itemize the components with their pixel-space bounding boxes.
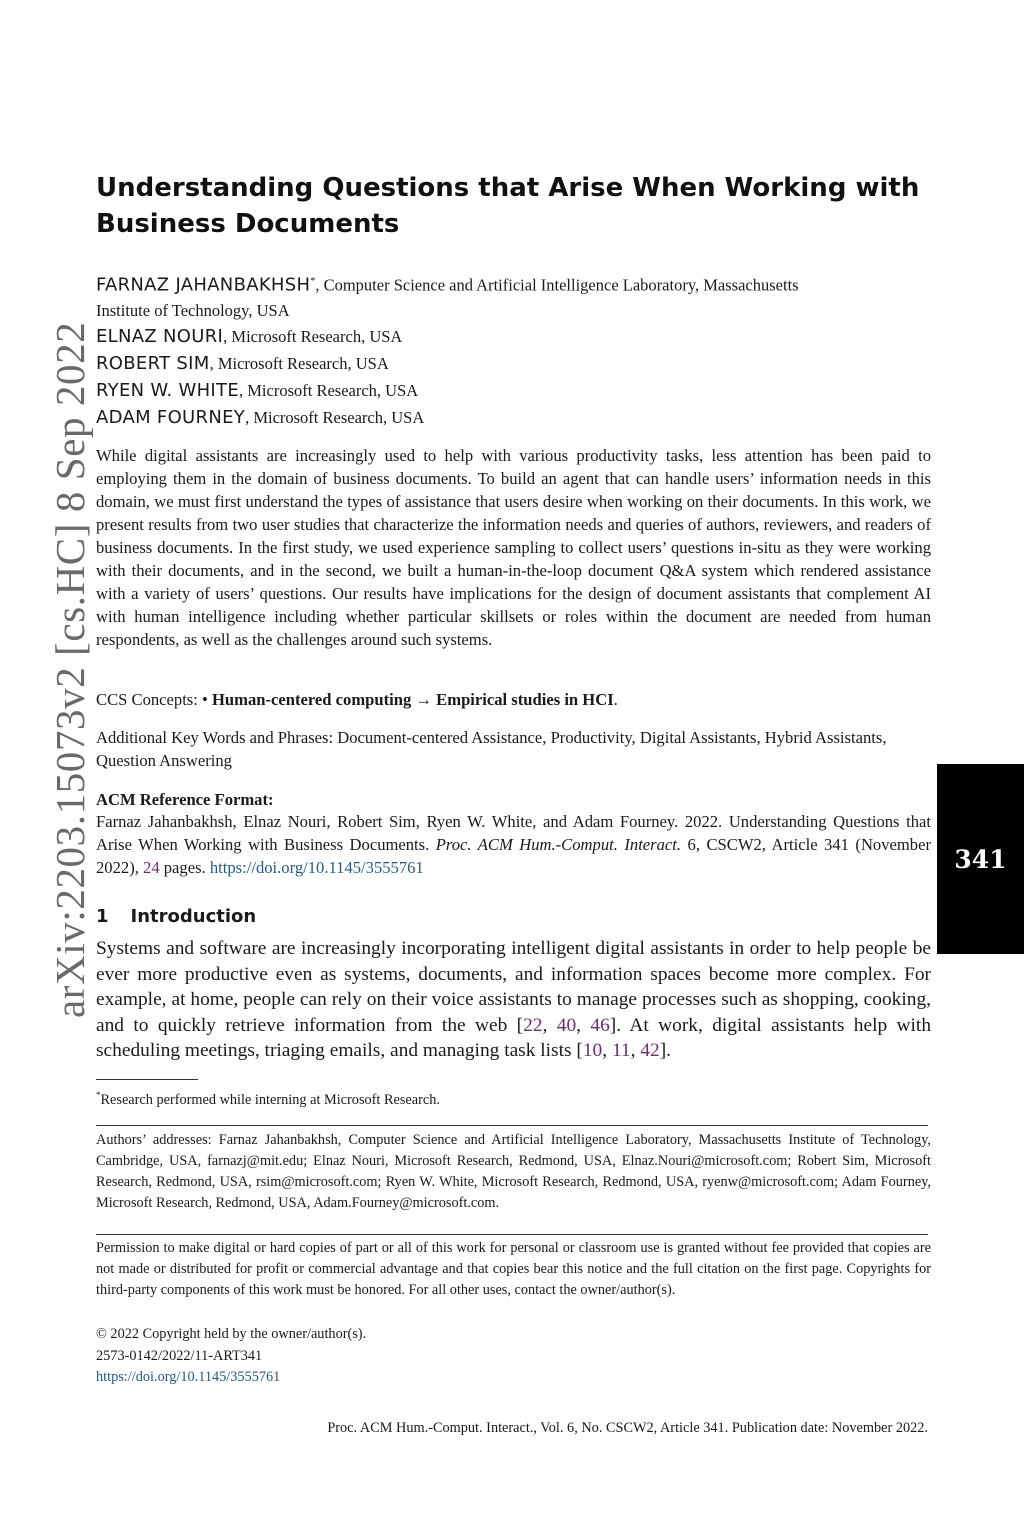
acm-ref-authors-title: Farnaz Jahanbakhsh, Elnaz Nouri, Robert Sim, Ryen W. White, and Adam Fourney. 2022. Understanding Questions that Arise When Working with Business Documents. [96,812,931,854]
authors-addresses: Authors’ addresses: Farnaz Jahanbakhsh, Computer Science and Artificial Intelligence Laboratory, Massachusetts Institute of Technology, Cambridge, USA, farnazj@mit.edu; Elnaz Nouri, Microsoft Research, Redmond, USA, Elnaz.Nouri@microsoft.com; Robert Sim, Microsoft Research, Redmond, USA, rsim@microsoft.com; Ryen W. White, Microsoft Research, Redmond, USA, ryenw@microsoft.com; Adam Fourney, Microsoft Research, Redmond, USA, Adam.Fourney@microsoft.com. [96,1132,931,1211]
author-name: ELNAZ NOURI [96,326,224,347]
article-number: 341 [954,844,1007,874]
permission-statement: Permission to make digital or hard copies of part or all of this work for personal or classroom use is granted without fee provided that copies are not made or distributed for profit or commercial advantage and that copies bear this notice and the full citation on the first page. Copyrights for third-party components of this work must be honored. For all other uses, contact the owner/author(s). [96,1240,931,1298]
citation-link[interactable]: 40 [556,1014,577,1036]
acm-ref-volume: 6, CSCW2, Article 341 (November 2022), [96,835,931,877]
acm-ref-doi-link[interactable]: https://doi.org/10.1145/3555761 [209,858,424,877]
citation-sep: , [602,1040,612,1061]
section-title: Introduction [130,906,257,927]
acm-ref-pages-link[interactable]: 24 [143,858,160,877]
paper-title [96,170,926,242]
keywords: Additional Key Words and Phrases: Document-centered Assistance, Productivity, Digital Assistants, Hybrid Assistants, Question Answering [96,728,887,770]
title-line-2: Business Documents [96,209,400,239]
citation-link[interactable]: 22 [523,1014,543,1036]
ccs-end: . [613,690,618,709]
acm-reference-text [96,810,931,879]
citation-sep: , [576,1014,591,1036]
issn-line: 2573-0142/2022/11-ART341 [96,1348,263,1364]
title-line-1: Understanding Questions that Arise When Working with [96,173,920,203]
citation-sep: , [542,1014,557,1036]
acm-ref-journal: Proc. ACM Hum.-Comput. Interact. [435,835,682,854]
doi-footer-link[interactable]: https://doi.org/10.1145/3555761 [96,1369,281,1385]
author-affiliation: , Computer Science and Artificial Intelligence Laboratory, Massachusetts [315,275,799,295]
acm-ref-pages-suffix: pages. [159,858,210,877]
footnote [96,1085,440,1110]
author-affiliation: , Microsoft Research, USA [239,381,419,400]
author-name: RYEN W. WHITE [96,380,239,401]
citation-link[interactable]: 10 [582,1040,603,1061]
abstract: While digital assistants are increasingly used to help with various productivity tasks, less attention has been paid to employing them in the domain of business documents. To build an agent that can handle users’ information needs in this domain, we must first understand the types of assistance that users desire when working on their documents. In this work, we present results from two user studies that characterize the information needs and queries of authors, reviewers, and readers of business documents. In the first study, we used experience sampling to collect users’ questions in-situ as they were working with their documents, and in the second, we built a human-in-the-loop document Q&A system which rendered assistance with a variety of users’ questions. Our results have implications for the design of document assistants that complement AI with human intelligence including whether particular skillsets or roles within the document are needed from human respondents, as well as the challenges around such systems. [96,446,931,649]
author-affiliation: , Microsoft Research, USA [245,408,425,427]
citation-link[interactable]: 42 [640,1040,660,1061]
copyright-line: © 2022 Copyright held by the owner/author(s). [96,1326,367,1342]
author-affiliation: , Microsoft Research, USA [209,354,389,373]
author-name: FARNAZ JAHANBAKHSH [96,274,311,296]
author-1-affiliation-cont: Institute of Technology, USA [96,301,290,320]
introduction-paragraph [96,936,931,1064]
author-3 [96,350,931,377]
ccs-concept: Human-centered computing [212,690,412,709]
intro-text-part: ]. At work, digital assistants help with scheduling meetings, triaging emails, and managing task lists [ [96,1014,932,1061]
footer-citation: Proc. ACM Hum.-Comput. Interact., Vol. 6, No. CSCW2, Article 341. Publication date: November 2022. [327,1420,928,1436]
citation-link[interactable]: 11 [611,1040,631,1061]
author-affiliation: , Microsoft Research, USA [223,327,403,346]
footnote-text: Research performed while interning at Microsoft Research. [100,1091,440,1108]
author-name: ADAM FOURNEY [96,407,246,428]
ccs-prefix: CCS Concepts: • [96,690,212,709]
citation-link[interactable]: 46 [590,1014,610,1036]
section-number: 1 [96,906,109,927]
section-heading-introduction [96,905,256,929]
intro-text-part: Systems and software are increasingly incorporating intelligent digital assistants in order to help people be ever more productive even as systems, documents, and information spaces become more complex. For example, at home, people can rely on their voice assistants to manage processes such as shopping, cooking, and to quickly retrieve information from the web [ [96,938,931,1036]
author-footnote-mark: * [310,276,316,287]
ccs-subconcept: Empirical studies in HCI [436,690,614,709]
divider [96,1234,928,1235]
divider [96,1125,928,1126]
author-name: ROBERT SIM [96,353,210,374]
intro-text-part: ]. [659,1040,672,1061]
arxiv-identifier: arXiv:2203.15073v2 [cs.HC] 8 Sep 2022 [47,321,93,1018]
author-4 [96,377,931,404]
ccs-concepts [96,688,931,711]
acm-reference-heading: ACM Reference Format: [96,790,274,809]
footnote-rule [96,1079,198,1080]
author-1 [96,268,931,299]
citation-sep: , [630,1040,641,1061]
footnote-mark: * [96,1090,101,1100]
article-number-tab [937,764,1024,954]
author-5 [96,404,931,431]
ccs-arrow: → [411,690,437,709]
author-2 [96,323,931,350]
